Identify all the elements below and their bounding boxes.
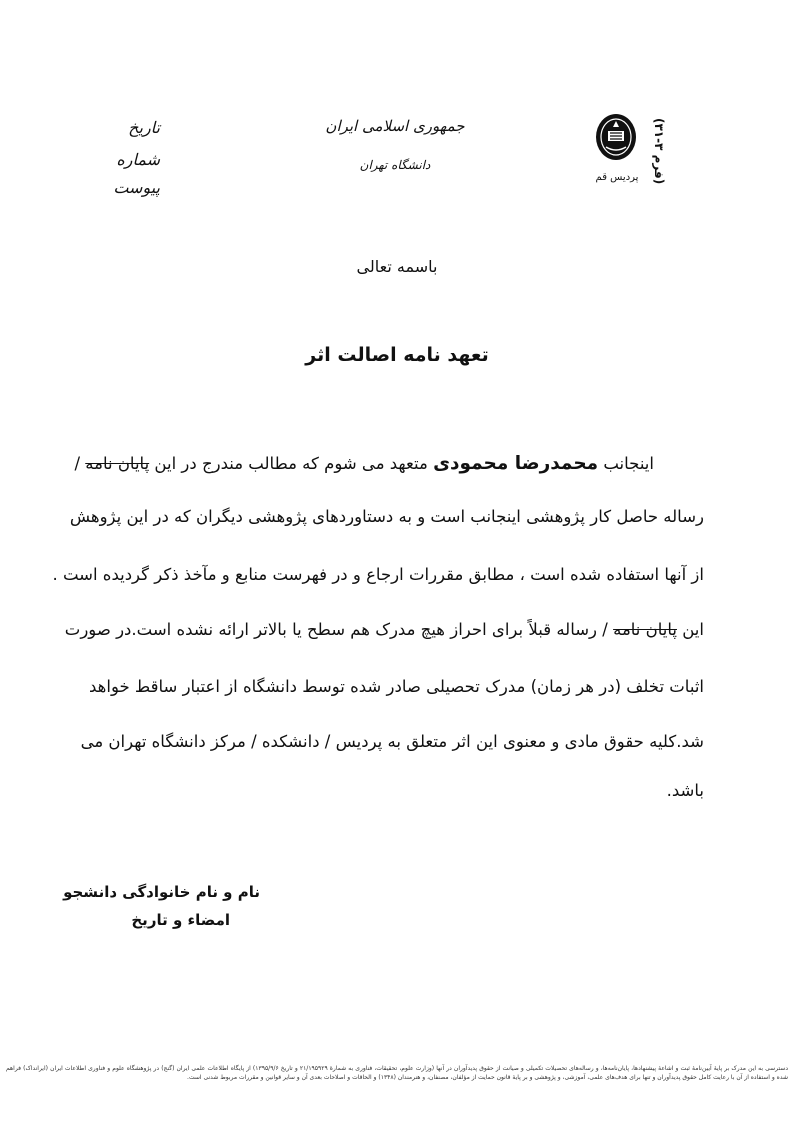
line4-prefix: این <box>682 620 704 639</box>
line1-slash: / <box>74 454 81 473</box>
republic-name: جمهوری اسلامی ایران <box>325 117 465 135</box>
struck-thesis-word: پایان نامه <box>613 620 677 639</box>
paragraph-line-7: باشد. <box>666 781 704 800</box>
footer-notice: دسترسی به این مدرک بر پایهٔ آیین‌نامهٔ ثبت و اشاعهٔ پیشنهادها، پایان‌نامه‌ها، و رساله‌های تحصیلات تکمیلی و صیانت از حقوق پدیدآوران در آنها (وزارت علوم، تحقیقات، فناوری به شمارهٔ ۲۱/۱۹۵۹۲۹ و تاریخ ۱۳۹۵/۹/۶) از پایگاه اطلاعات علمی ایران (گنج) در پژوهشگاه علوم و فناوری اطلاعات ایران (ایرانداک) فراهم شده و استفاده از آن با رعایت کامل حقوق پدیدآوران و تنها برای هدف‌های علمی، آموزشی، و پژوهشی و بر پایهٔ قانون حمایت از مؤلفان، مصنفان، و هنرمندان (۱۳۴۸) و الحاقات و اصلاحات بعدی آن و سایر قوانین و مقررات مربوط شدنی است. <box>6 1065 788 1081</box>
paragraph-line-5: اثبات تخلف (در هر زمان) مدرک تحصیلی صادر شده توسط دانشگاه از اعتبار ساقط خواهد <box>89 677 704 696</box>
bismillah: باسمه تعالی <box>356 257 438 276</box>
student-name-label: نام و نام خانوادگی دانشجو <box>63 883 260 901</box>
student-name: محمدرضا محمودی <box>433 453 599 474</box>
paragraph-line-1 <box>74 449 654 479</box>
number-label: شماره <box>116 150 160 169</box>
university-name: دانشگاه تهران <box>359 158 431 172</box>
form-code <box>652 118 670 185</box>
paragraph-line-2: رساله حاصل کار پژوهشی اینجانب است و به دستاوردهای پژوهشی دیگران که در این پژوهش <box>69 507 704 526</box>
paragraph-line-3: از آنها استفاده شده است ، مطابق مقررات ارجاع و در فهرست منابع و مآخذ ذکر گردیده است . <box>52 565 704 584</box>
struck-thesis-word: پایان نامه <box>85 454 150 473</box>
paragraph-line-6: شد.کلیه حقوق مادی و معنوی این اثر متعلق به پردیس / دانشکده / مرکز دانشگاه تهران می <box>80 732 704 751</box>
campus-name: پردیس قم <box>595 172 639 183</box>
line4-rest: / رساله قبلاً برای احراز هیچ مدرک هم سطح یا بالاتر ارائه نشده است.در صورت <box>64 620 608 639</box>
university-emblem-icon <box>595 113 637 161</box>
form-code-text: (فرم ۳-۳۱) <box>652 118 666 185</box>
document-title: تعهد نامه اصالت اثر <box>305 344 489 366</box>
date-label: تاریخ <box>128 118 160 137</box>
line1-middle: متعهد می شوم که مطالب مندرج در این <box>154 454 428 473</box>
attachment-label: پیوست <box>113 178 160 197</box>
line1-prefix: اینجانب <box>603 454 654 473</box>
paragraph-line-4 <box>64 615 704 645</box>
signature-date-label: امضاء و تاریخ <box>131 911 230 929</box>
